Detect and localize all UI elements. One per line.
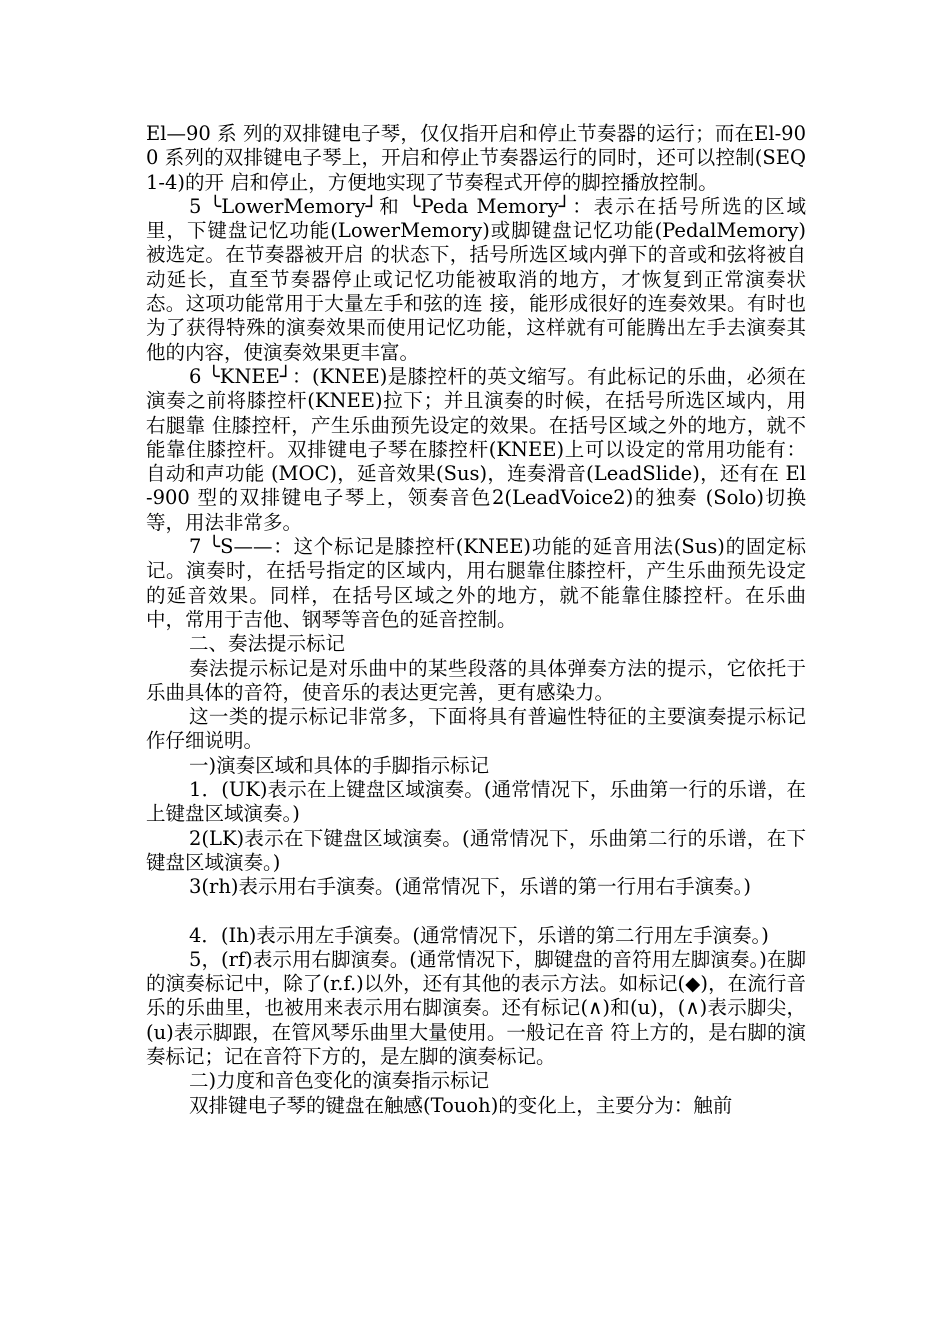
paragraph-touch: 双排键电子琴的键盘在触感(Touoh)的变化上，主要分为：触前 xyxy=(189,1093,733,1117)
document-page xyxy=(146,122,806,1118)
paragraph-rh: 3(rh)表示用右手演奏。(通常情况下，乐谱的第一行用右手演奏。) xyxy=(189,875,751,899)
paragraph-uk: 1．(UK)表示在上键盘区域演奏。(通常情况下，乐曲第一行的乐谱，在上键盘区域演奏。) xyxy=(146,778,806,826)
subheading-region-hand-foot: 一)演奏区域和具体的手脚指示标记 xyxy=(189,753,490,777)
blank-line xyxy=(146,900,806,924)
paragraph-lower-memory: 5 ╰LowerMemory┘和 ╰Peda Memory┘：表示在括号所选的区域里，下键盘记忆功能(LowerMemory)或脚键盘记忆功能(PedalMemory)被选定。在节奏器被开启 的状态下，括号所选区域内弹下的音或和弦将被自动延长，直至节奏器停止或记忆功能被取消的地方，才恢复到正常演奏状态。这项功能常用于大量左手和弦的连 接，能形成很好的连奏效果。有时也为了获得特殊的演奏效果而使用记忆功能，这样就有可能腾出左手去演奏其他的内容，使演奏效果更丰富。 xyxy=(146,194,806,364)
paragraph-lh: 4．(Ih)表示用左手演奏。(通常情况下，乐谱的第二行用左手演奏。) xyxy=(189,923,769,947)
paragraph-rf: 5，(rf)表示用右脚演奏。(通常情况下，脚键盘的音符用左脚演奏。)在脚的演奏标记中，除了(r.f.)以外，还有其他的表示方法。如标记(◆)，在流行音乐的乐曲里，也被用来表示用右脚演奏。还有标记(∧)和(u)，(∧)表示脚尖，(u)表示脚跟，在管风琴乐曲里大量使用。一般记在音 符上方的，是右脚的演奏标记；记在音符下方的，是左脚的演奏标记。 xyxy=(146,947,806,1068)
paragraph-playing-hints-overview: 这一类的提示标记非常多，下面将具有普遍性特征的主要演奏提示标记作仔细说明。 xyxy=(146,705,806,753)
paragraph-playing-hints-intro: 奏法提示标记是对乐曲中的某些段落的具体弹奏方法的提示，它依托于乐曲具体的音符，使音乐的表达更完善，更有感染力。 xyxy=(146,656,806,704)
paragraph-lk: 2(LK)表示在下键盘区域演奏。(通常情况下，乐曲第二行的乐谱，在下键盘区域演奏。) xyxy=(146,826,806,874)
section-heading-playing-hints: 二、奏法提示标记 xyxy=(189,632,346,656)
paragraph-sustain-mark: 7 ╰S——：这个标记是膝控杆(KNEE)功能的延音用法(Sus)的固定标记。演奏时，在括号指定的区域内，用右腿靠住膝控杆，产生乐曲预先设定的延音效果。同样，在括号区域之外的地方，就不能靠住膝控杆。在乐曲中，常用于吉他、钢琴等音色的延音控制。 xyxy=(146,535,806,631)
paragraph-knee: 6 ╰KNEE┘：(KNEE)是膝控杆的英文缩写。有此标记的乐曲，必须在演奏之前将膝控杆(KNEE)拉下；并且演奏的时候，在括号所选区域内，用右腿靠 住膝控杆，产生乐曲预先设定的效果。在括号区域之外的地方，就不能靠住膝控杆。双排键电子琴在膝控杆(KNEE)上可以设定的常用功能有：自动和声功能 (MOC)，延音效果(Sus)，连奏滑音(LeadSlide)，还有在 El-900 型的双排键电子琴上，领奏音色2(LeadVoice2)的独奏 (Solo)切换等，用法非常多。 xyxy=(146,364,806,534)
subheading-dynamics-timbre: 二)力度和音色变化的演奏指示标记 xyxy=(189,1069,490,1093)
paragraph-el90-continuation: El—90 系 列的双排键电子琴，仅仅指开启和停止节奏器的运行；而在El-900 系列的双排键电子琴上，开启和停止节奏器运行的同时，还可以控制(SEQ1-4)的开 启和停止，方便地实现了节奏程式开停的脚控播放控制。 xyxy=(146,122,806,194)
